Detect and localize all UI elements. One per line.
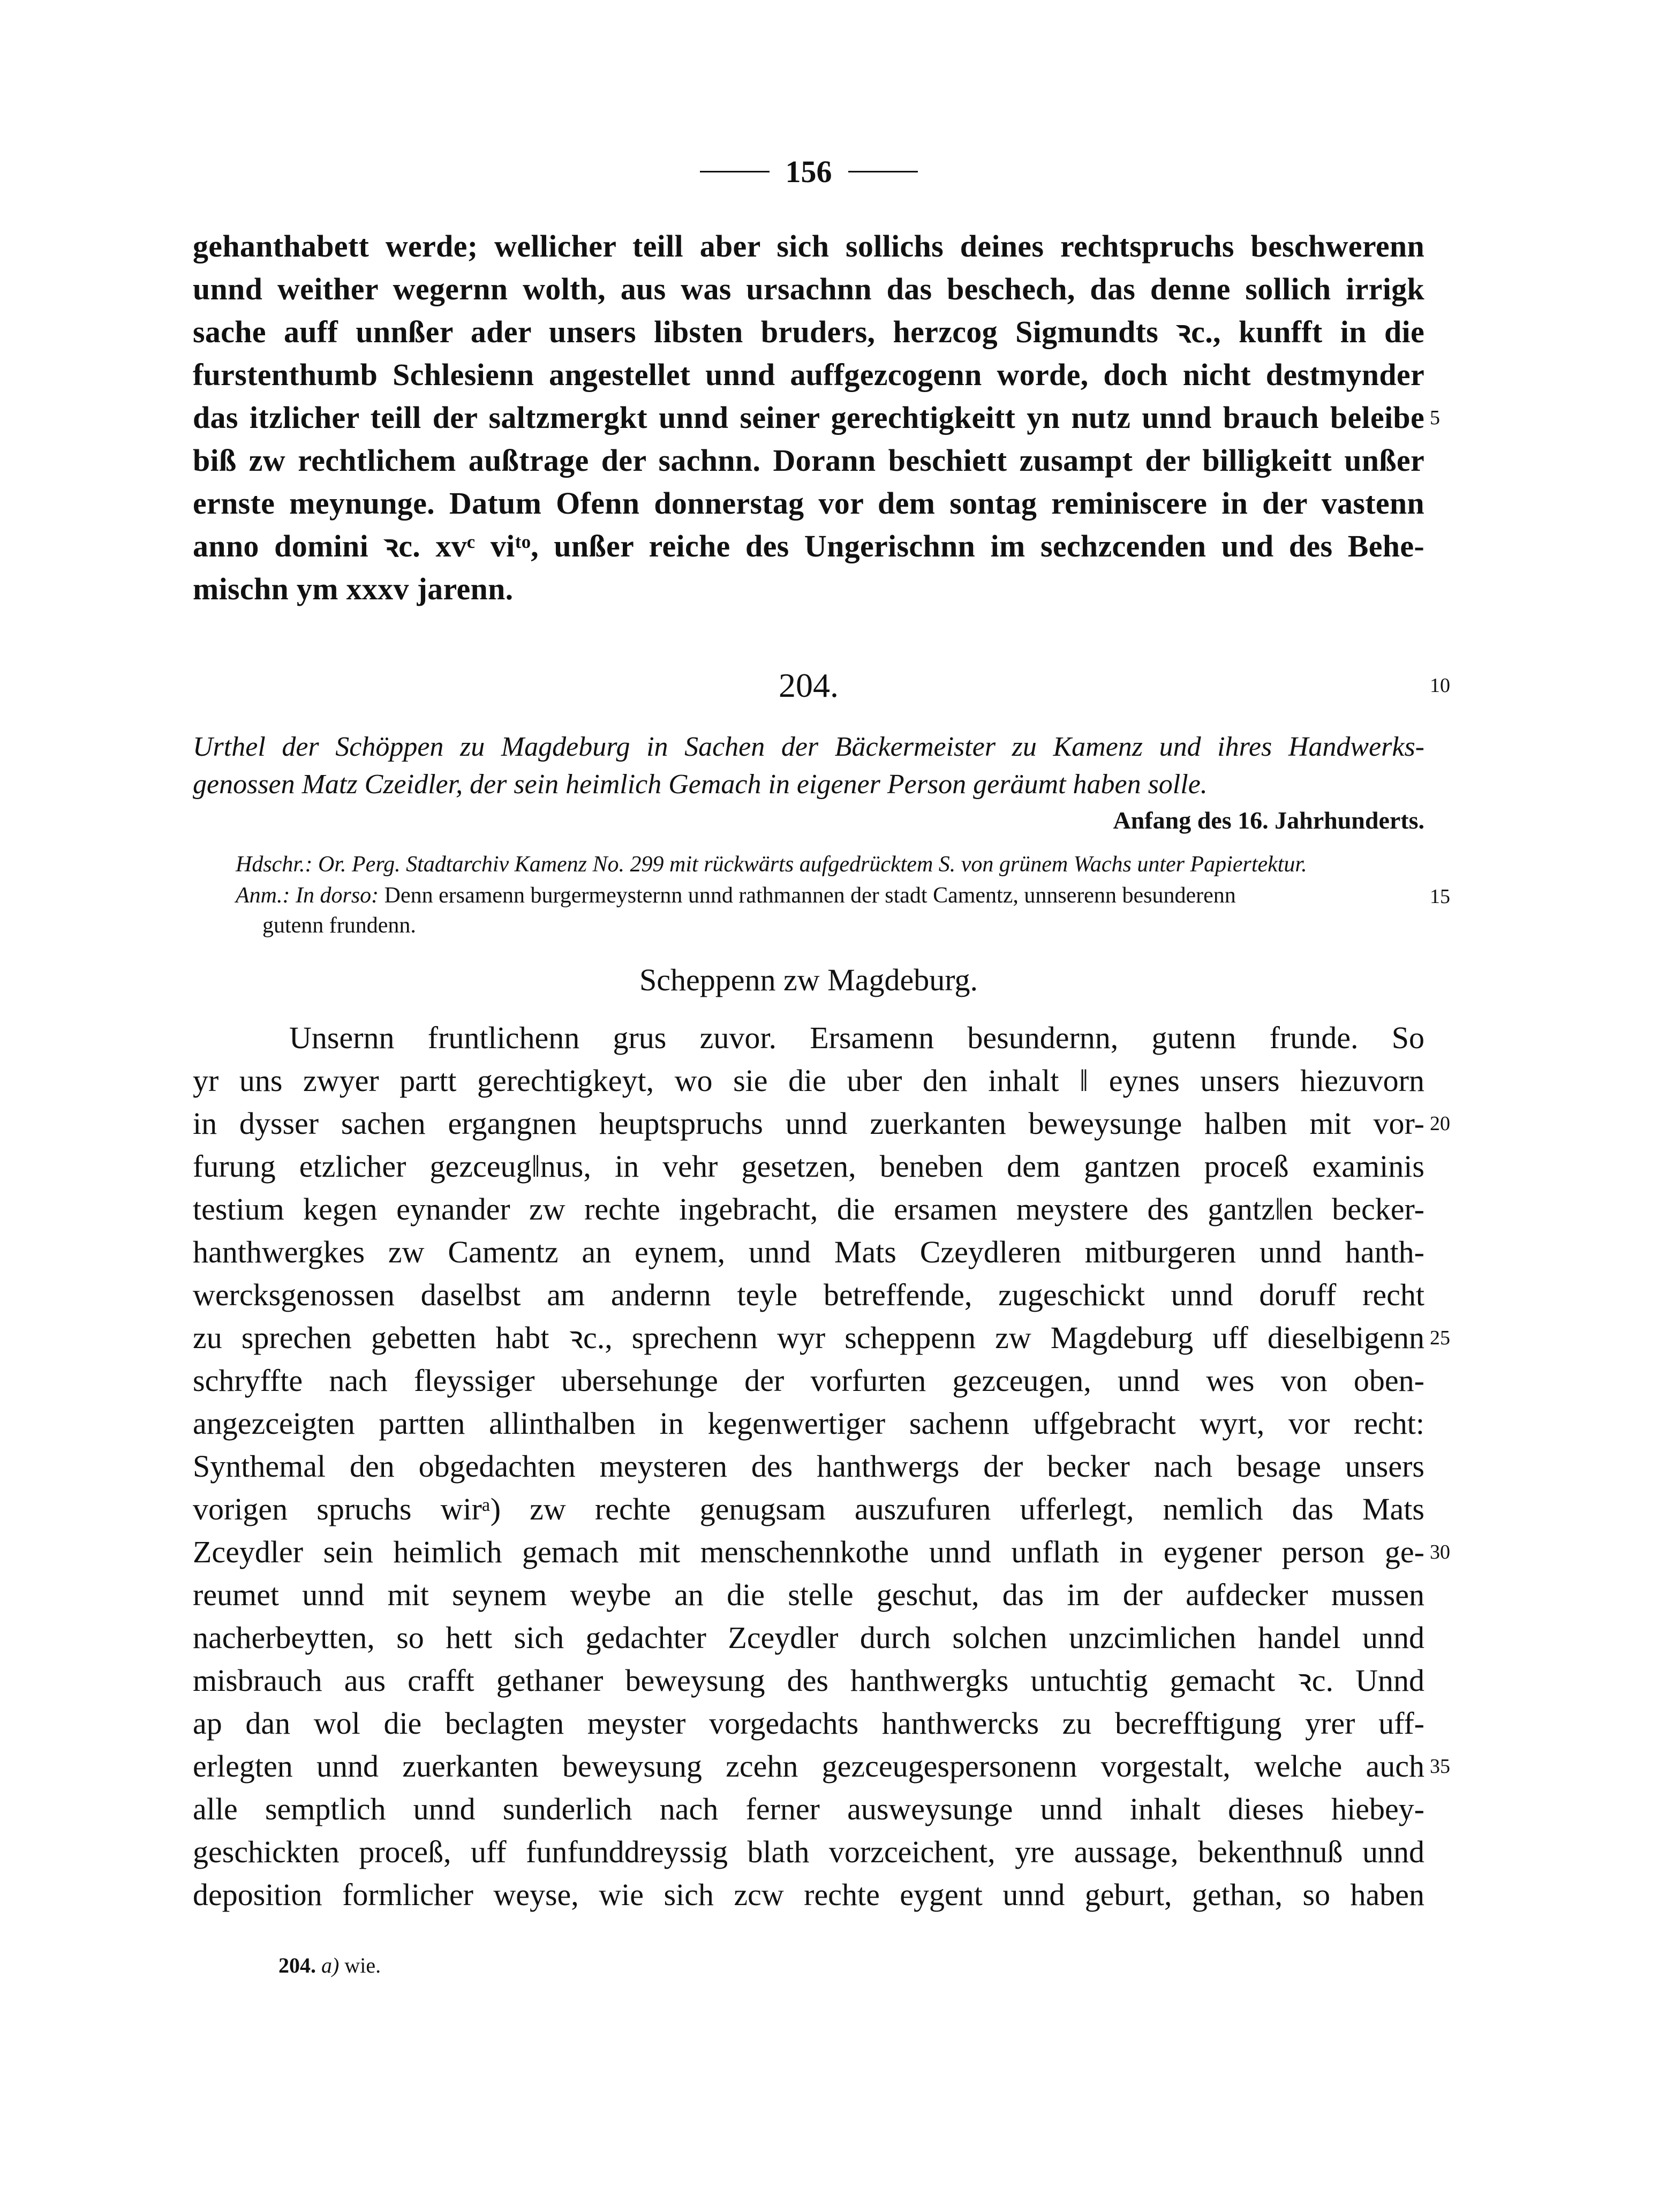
prev-text-line: mischn ym xxxv jarenn. bbox=[193, 571, 514, 606]
summary-line: Urthel der Schöppen zu Magdeburg in Sachen der Bäckermeister zu Kamenz und ihres Handwerks- bbox=[193, 732, 1424, 762]
body-text-line: in dysser sachen ergangnen heuptspruchs unnd zuerkanten beweysunge halben mit vor- bbox=[193, 1106, 1424, 1141]
body-text-line: zu sprechen gebetten habt ꝛc., sprechenn wyr scheppenn zw Magdeburg uff dieselbigenn bbox=[193, 1320, 1424, 1355]
body-text-line: furung etzlicher gezceug‖nus, in vehr gesetzen, beneben dem gantzen proceß examinis bbox=[193, 1149, 1424, 1184]
annotation-label: Anm.: bbox=[236, 883, 290, 908]
line-number: 35 bbox=[1430, 1755, 1450, 1778]
prev-text-line: anno domini ꝛc. xvᶜ viᵗᵒ, unßer reiche des Ungerischnn im sechzcenden und des Behe- bbox=[193, 529, 1424, 563]
body-text-line: testium kegen eynander zw rechte ingebracht, die ersamen meystere des gantz‖en becker- bbox=[193, 1192, 1424, 1227]
source-label: Hdschr.: bbox=[236, 852, 313, 877]
page-number: 156 bbox=[785, 154, 832, 189]
body-text-line: geschickten proceß, uff funfunddreyssig blath vorzceichent, yre aussage, bekenthnuß unnd bbox=[193, 1834, 1424, 1869]
footnote bbox=[278, 1950, 381, 1982]
page-header bbox=[664, 150, 953, 193]
prev-text-line: sache auff unnßer ader unsers libsten bruders, herzcog Sigmundts ꝛc., kunfft in die bbox=[193, 314, 1424, 349]
source-annotation bbox=[236, 882, 1424, 909]
document-date: Anfang des 16. Jahrhunderts. bbox=[1113, 807, 1424, 834]
prev-text-line: gehanthabett werde; wellicher teill aber sich sollichs deines rechtspruchs beschwerenn bbox=[193, 229, 1424, 264]
footnote-text: wie. bbox=[344, 1953, 381, 1977]
source-manuscript bbox=[236, 851, 1424, 878]
body-text-line: reumet unnd mit seynem weybe an die stelle geschut, das im der aufdecker mussen bbox=[193, 1577, 1424, 1612]
prev-text-line: ernste meynunge. Datum Ofenn donnerstag vor dem sontag reminiscere in der vastenn bbox=[193, 486, 1424, 521]
line-number: 15 bbox=[1430, 885, 1450, 908]
body-text-line: yr uns zwyer partt gerechtigkeyt, wo sie die uber den inhalt ‖ eynes unsers hiezuvorn bbox=[193, 1063, 1424, 1098]
body-text-line: misbrauch aus crafft gethaner beweysung des hanthwergks untuchtig gemacht ꝛc. Unnd bbox=[193, 1663, 1424, 1698]
prev-text-line: furstenthumb Schlesienn angestellet unnd auffgezcogenn worde, doch nicht destmynder bbox=[193, 357, 1424, 392]
header-rule-left bbox=[700, 171, 770, 172]
line-number: 5 bbox=[1430, 407, 1440, 429]
body-text-line: Unsernn fruntlichenn grus zuvor. Ersamenn besundernn, gutenn frunde. So bbox=[289, 1020, 1424, 1055]
letter-header: Scheppenn zw Magdeburg. bbox=[639, 962, 978, 997]
body-text-line: Synthemal den obgedachten meysteren des hanthwergs der becker nach besage unsers bbox=[193, 1449, 1424, 1484]
line-number: 30 bbox=[1430, 1541, 1450, 1563]
annotation-text: Denn ersamenn burgermeysternn unnd rathmannen der stadt Camentz, unnserenn besunderenn bbox=[384, 883, 1236, 908]
header-rule-right bbox=[848, 171, 918, 172]
body-text-line: deposition formlicher weyse, wie sich zcw rechte eygent unnd geburt, gethan, so haben bbox=[193, 1877, 1424, 1912]
body-text-line: erlegten unnd zuerkanten beweysung zcehn gezceugespersonenn vorgestalt, welche auch bbox=[193, 1749, 1424, 1784]
body-text-line: nacherbeytten, so hett sich gedachter Zceydler durch solchen unzcimlichen handel unnd bbox=[193, 1620, 1424, 1655]
annotation-in-dorso: In dorso: bbox=[295, 883, 379, 908]
body-text-line: wercksgenossen daselbst am andernn teyle betreffende, zugeschickt unnd doruff recht bbox=[193, 1277, 1424, 1312]
prev-text-line: unnd weither wegernn wolth, aus was ursachnn das beschech, das denne sollich irrigk bbox=[193, 272, 1424, 306]
footnote-ref: 204. bbox=[278, 1953, 316, 1977]
body-text-line: ap dan wol die beclagten meyster vorgedachts hanthwercks zu becrefftigung yrer uff- bbox=[193, 1706, 1424, 1741]
summary-line: genossen Matz Czeidler, der sein heimlich Gemach in eigener Person geräumt haben solle. bbox=[193, 769, 1208, 800]
body-text-line: Zceydler sein heimlich gemach mit menschennkothe unnd unflath in eygener person ge- bbox=[193, 1534, 1424, 1569]
body-text-line: angezceigten partten allinthalben in kegenwertiger sachenn uffgebracht wyrt, vor recht: bbox=[193, 1406, 1424, 1441]
body-text-line: alle semptlich unnd sunderlich nach ferner ausweysunge unnd inhalt dieses hiebey- bbox=[193, 1792, 1424, 1826]
document-number: 204. bbox=[779, 666, 839, 704]
prev-text-line: biß zw rechtlichem außtrage der sachnn. Dorann beschiett zusampt der billigkeitt unßer bbox=[193, 443, 1424, 478]
body-text-line: hanthwergkes zw Camentz an eynem, unnd Mats Czeydleren mitburgeren unnd hanth- bbox=[193, 1235, 1424, 1269]
line-number: 25 bbox=[1430, 1327, 1450, 1349]
body-text-line: vorigen spruchs wirᵃ) zw rechte genugsam auszufuren ufferlegt, nemlich das Mats bbox=[193, 1492, 1424, 1526]
footnote-mark: a) bbox=[321, 1953, 340, 1977]
annotation-continuation: gutenn frundenn. bbox=[262, 913, 416, 938]
source-text: Or. Perg. Stadtarchiv Kamenz No. 299 mit rückwärts aufgedrücktem S. von grünem Wachs unter Papiertektur. bbox=[318, 852, 1307, 877]
line-number: 10 bbox=[1430, 674, 1450, 697]
body-text-line: schryffte nach fleyssiger ubersehunge der vorfurten gezceugen, unnd wes von oben- bbox=[193, 1363, 1424, 1398]
line-number: 20 bbox=[1430, 1112, 1450, 1135]
prev-text-line: das itzlicher teill der saltzmergkt unnd seiner gerechtigkeitt yn nutz unnd brauch beleibe bbox=[193, 400, 1424, 435]
